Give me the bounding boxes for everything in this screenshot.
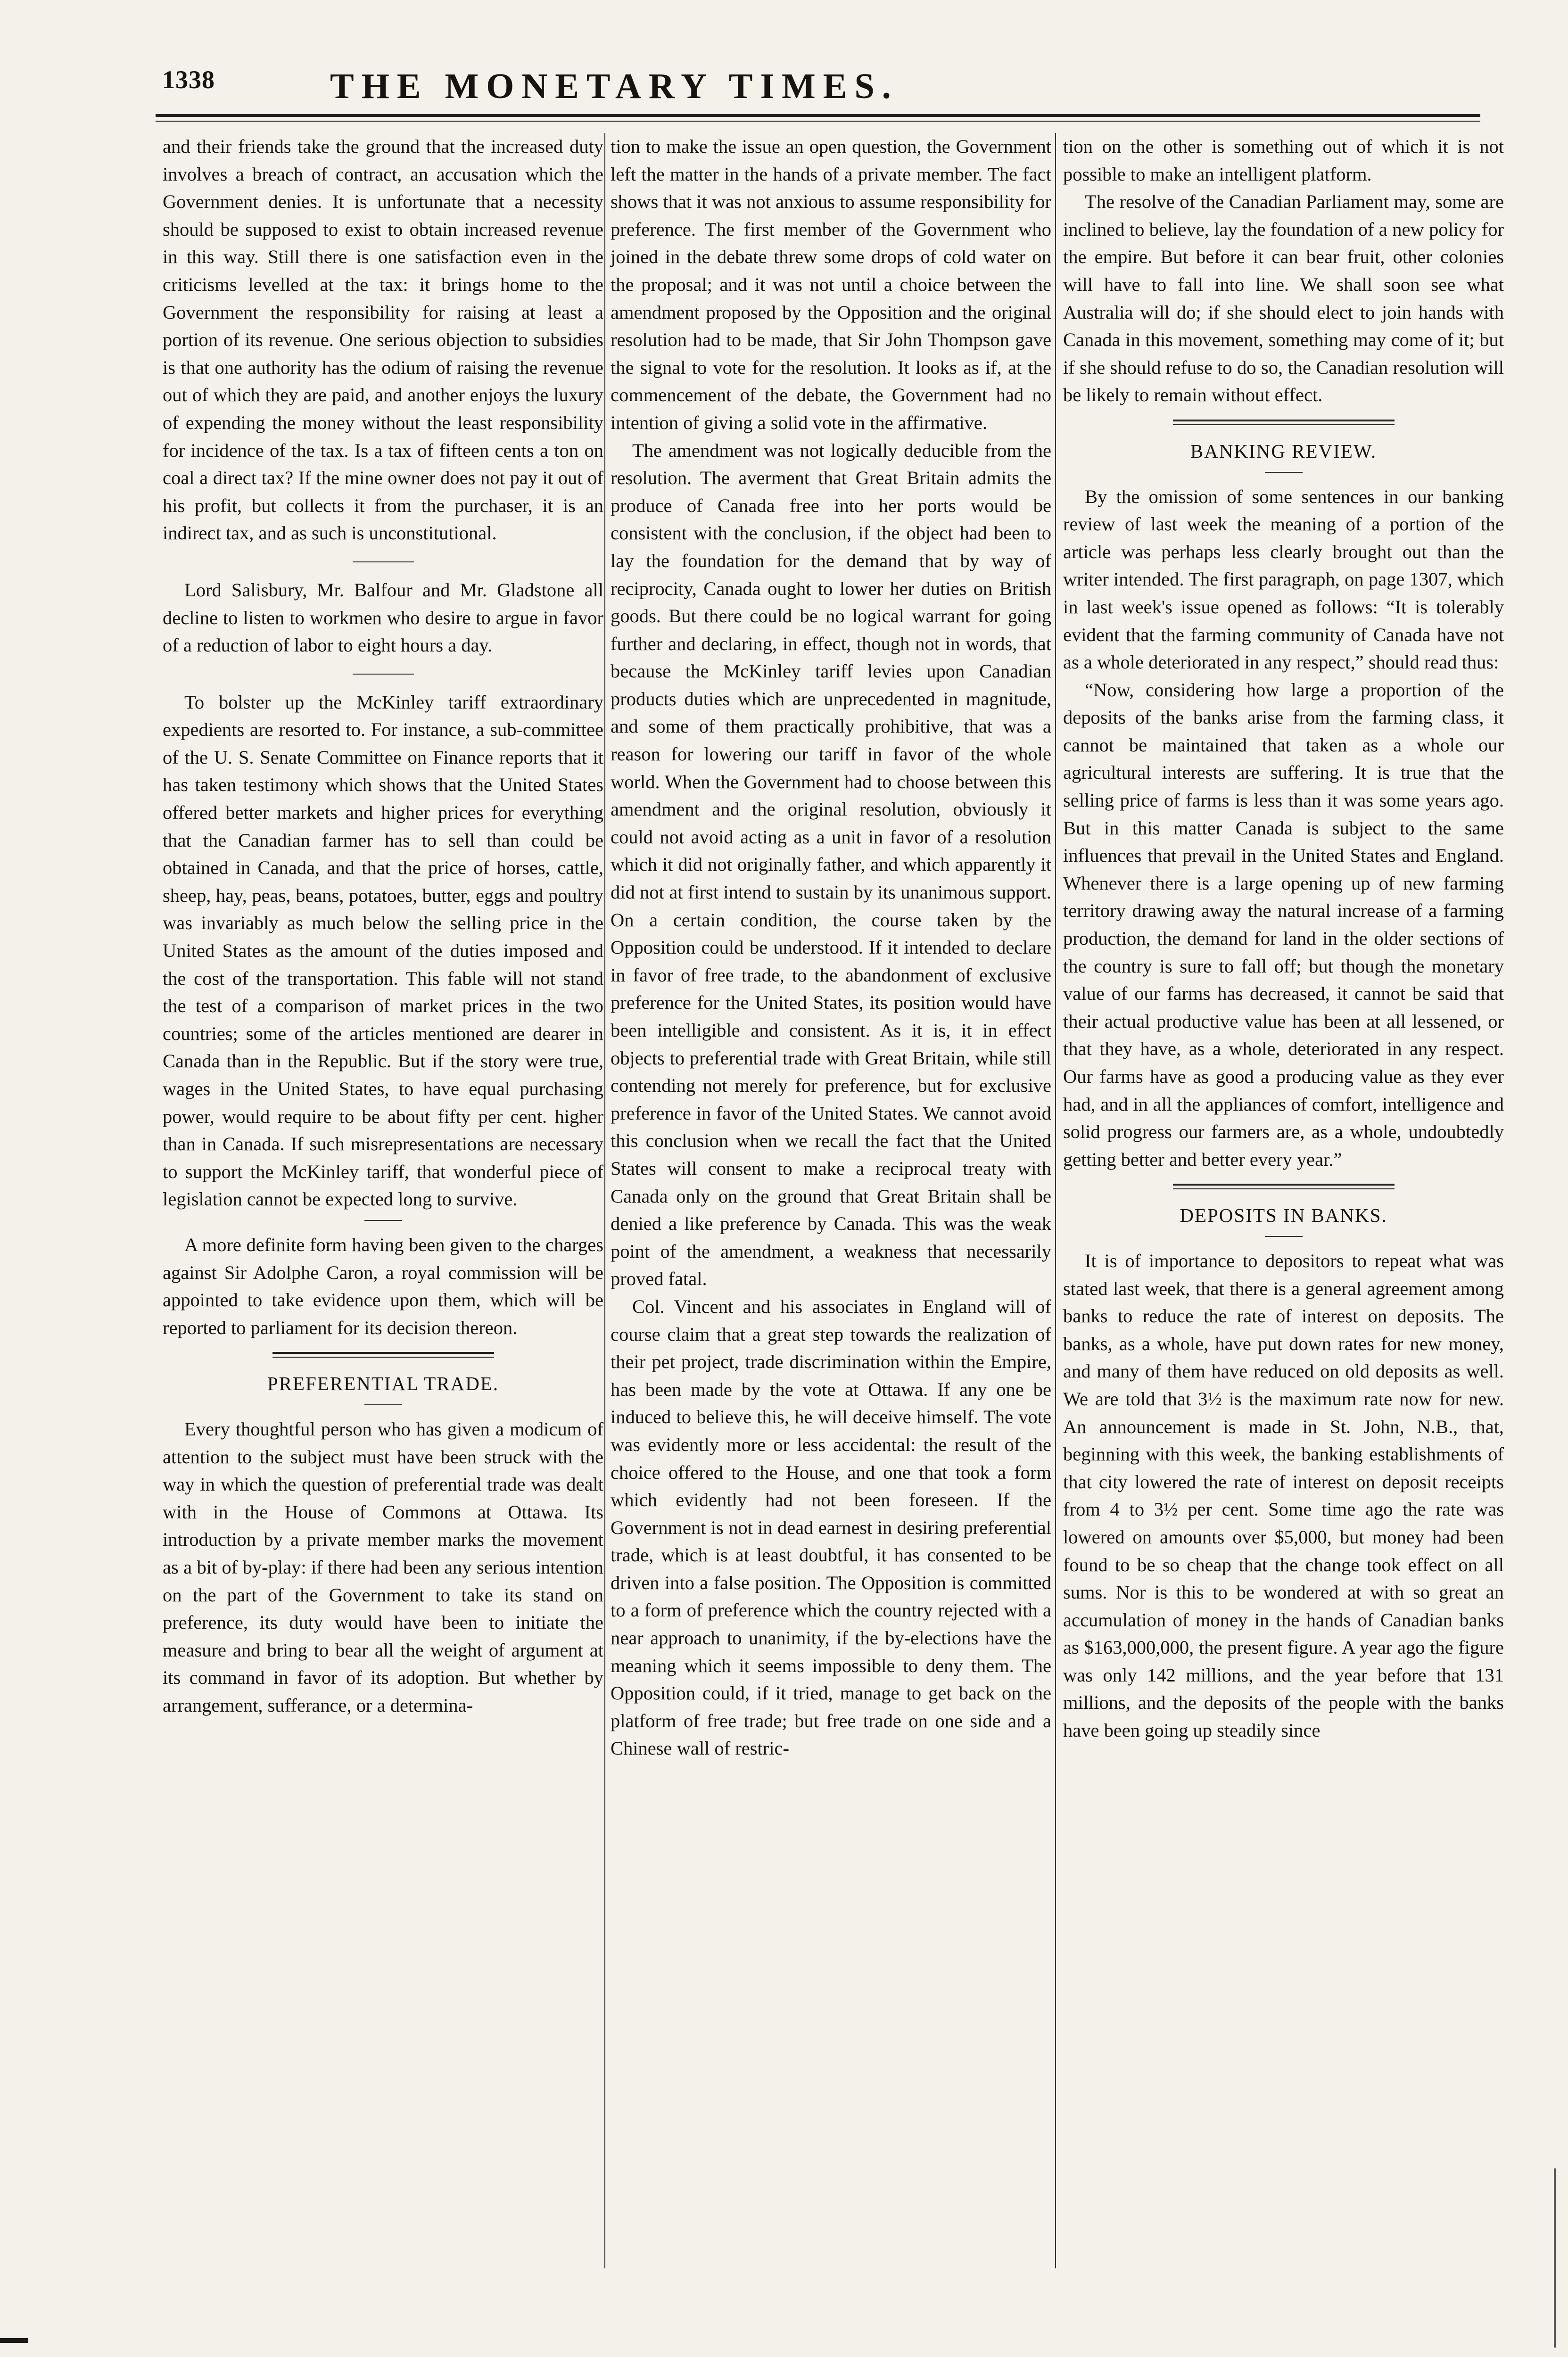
article-paragraph: The resolve of the Canadian Parliament may, some are inclined to believe, lay the foundation of a new policy for the empire. But before it can bear fruit, other colonies will have to fall into line. We shall soon see what Australia will do; if she should elect to join hands with Canada in this movement, something may come of it; but if she should refuse to do so, the Canadian resolution will be likely to remain without effect. [1063,191,1504,406]
column-3 [1063,133,1504,1745]
column-divider-2 [1055,133,1056,2268]
heading-double-rule [272,1352,494,1358]
page-number: 1338 [162,66,215,94]
section-rule [353,561,414,562]
column-1 [163,133,603,1719]
section-heading-banking-review: BANKING REVIEW. [1190,440,1377,462]
section-rule [353,674,414,675]
article-paragraph: A more definite form having been given to the charges against Sir Adolphe Caron, a royal commission will be appointed to take evidence upon them, which will be reported to parliament for its decision thereon. [163,1234,603,1338]
scan-edge-mark [1554,2168,1556,2348]
article-paragraph: Lord Salisbury, Mr. Balfour and Mr. Gladstone all decline to listen to workmen who desire to argue in favor of a reduction of labor to eight hours a day. [163,579,603,656]
article-paragraph: To bolster up the McKinley tariff extraordinary expedients are resorted to. For instance, a sub-committee of the U. S. Senate Committee on Finance reports that it has taken testimony which shows that the United States offered better markets and higher prices for everything that the Canadian farmer has to sell than could be obtained in Canada, and that the price of horses, cattle, sheep, hay, peas, beans, potatoes, butter, eggs and poultry was invariably as much below the selling price in the United States as the amount of the duties imposed and the cost of the transportation. This fable will not stand the test of a comparison of market prices in the two countries; some of the articles mentioned are dearer in Canada than in the Republic. But if the story were true, wages in the United States, to have equal purchasing power, would require to be about fifty per cent. higher than in Canada. If such misrepresentations are necessary to support the McKinley tariff, that wonderful piece of legislation cannot be expected long to survive. [163,691,603,1210]
header-rule-thick [156,114,1480,117]
section-heading-preferential-trade: PREFERENTIAL TRADE. [267,1373,499,1395]
article-paragraph: Every thoughtful person who has given a modicum of attention to the subject must have been struck with the way in which the question of preferential trade was dealt with in the House of Commons at Ottawa. Its introduction by a private member marks the movement as a bit of by-play: if there had been any serious intention on the part of the Government to take its stand on preference, its duty would have been to initiate the measure and bring to bear all the weight of argument at its command in favor of its adoption. But whether by arrangement, sufferance, or a determina- [163,1418,603,1716]
article-paragraph: Col. Vincent and his associates in England will of course claim that a great step towards the realization of their pet project, trade discrimination within the Empire, has been made by the vote at Ottawa. If any one be induced to believe this, he will deceive himself. The vote was evidently more or less accidental: the result of the choice offered to the House, and one that took a form which evidently had not been foreseen. If the Government is not in dead earnest in desiring preferential trade, which is at least doubtful, it has consented to be driven into a false position. The Opposition is committed to a form of preference which the country rejected with a near approach to unanimity, if the by-elections have the meaning which it seems impossible to deny them. The Opposition could, if it tried, manage to get back on the platform of free trade; but free trade on one side and a Chinese wall of restric- [611,1295,1051,1759]
article-paragraph: The amendment was not logically deducible from the resolution. The averment that Great Britain admits the produce of Canada free into her ports would be consistent with the conclusion, if the object had been to lay the foundation for the demand that by way of reciprocity, Canada ought to lower her duties on British goods. But there could be no logical warrant for going further and declaring, in effect, though not in words, that because the McKinley tariff levies upon Canadian products duties which are unprecedented in magnitude, and some of them practically prohibitive, that was a reason for lowering our tariff in favor of the whole world. When the Government had to choose between this amendment and the original resolution, obviously it could not avoid acting as a unit in favor of a resolution which it did not originally father, and which apparently it did not at first intend to sustain by its unanimous support. On a certain condition, the course taken by the Opposition could be understood. If it intended to declare in favor of free trade, to the abandonment of exclusive preference for the United States, its position would have been intelligible and consistent. As it is, it in effect objects to preferential trade with Great Britain, while still contending not merely for preference, but for exclusive preference in favor of the United States. We cannot avoid this conclusion when we recall the fact that the United States will consent to make a reciprocal treaty with Canada only on the ground that Great Britain shall be denied a like preference by Canada. This was the weak point of the amendment, a weakness that necessarily proved fatal. [611,439,1051,1290]
article-paragraph: tion on the other is something out of which it is not possible to make an intelligent platform. [1063,136,1504,185]
article-paragraph: It is of importance to depositors to repeat what was stated last week, that there is a general agreement among banks to reduce the rate of interest on deposits. The banks, as a whole, have put down rates for new money, and many of them have reduced on old deposits as well. We are told that 3½ is the maximum rate now for new. An announcement is made in St. John, N.B., that, beginning with this week, the banking establishments of that city lowered the rate of interest on deposit receipts from 4 to 3½ per cent. Some time ago the rate was lowered on amounts over $5,000, but money had been found to be so cheap that the change took effect on all sums. Nor is this to be wondered at with so great an accumulation of money in the hands of Canadian banks as $163,000,000, the present figure. A year ago the figure was only 142 millions, and the year before that 131 millions, and the deposits of the people with the banks have been going up steadily since [1063,1250,1504,1741]
section-heading-deposits-in-banks: DEPOSITS IN BANKS. [1180,1204,1387,1227]
article-paragraph: By the omission of some sentences in our banking review of last week the meaning of a portion of the article was perhaps less clearly brought out than the writer intended. The first paragraph, on page 1307, which in last week's issue opened as follows: “It is tolerably evident that the farming community of Canada have not as a whole deteriorated in any respect,” should read thus: [1063,486,1504,673]
heading-double-rule [1173,420,1395,425]
article-quote: “Now, considering how large a proportion of the deposits of the banks arise from the farming class, it cannot be maintained that taken as a whole our agricultural interests are suffering. It is true that the selling price of farms is less than it was some years ago. But in this matter Canada is subject to the same influences that prevail in the United States and England. Whenever there is a large opening up of new farming territory drawing away the natural increase of a farming production, the demand for land in the older sections of the country is sure to fall off; but though the monetary value of our farms has decreased, it cannot be said that their actual productive value has been at all lessened, or that they have, as a whole, deteriorated in any respect. Our farms have as good a producing value as they ever had, and in all the appliances of comfort, intelligence and solid progress our farmers are, as a whole, undoubtedly getting better and better every year.” [1063,679,1504,1170]
header-rule-thin [156,121,1480,122]
article-paragraph: tion to make the issue an open question, the Government left the matter in the hands of a private member. The fact shows that it was not anxious to assume responsibility for preference. The first member of the Government who joined in the debate threw some drops of cold water on the proposal; and it was not until a choice between the amendment proposed by the Opposition and the original resolution had to be made, that Sir John Thompson gave the signal to vote for the resolution. It looks as if, at the commencement of the debate, the Government had no intention of giving a solid vote in the affirmative. [611,136,1051,433]
heading-rule [1265,472,1303,473]
heading-rule [1265,1236,1303,1237]
scan-margin-mark [0,2338,28,2343]
article-paragraph: and their friends take the ground that the increased duty involves a breach of contract, an accusation which the Government denies. It is unfortunate that a necessity should be supposed to exist to obtain increased revenue in this way. Still there is one satisfaction even in the criticisms levelled at the tax: it brings home to the Government the responsibility for raising at least a portion of its revenue. One serious objection to subsidies is that one authority has the odium of raising the revenue out of which they are paid, and another enjoys the luxury of expending the money without the least responsibility for incidence of the tax. Is a tax of fifteen cents a ton on coal a direct tax? If the mine owner does not pay it out of his profit, but collects it from the purchaser, it is an indirect tax, and as such is unconstitutional. [163,136,603,544]
section-rule [364,1220,402,1221]
heading-rule [364,1404,402,1405]
masthead-title: THE MONETARY TIMES. [330,66,899,106]
heading-double-rule [1173,1184,1395,1189]
column-2 [611,133,1051,1763]
column-divider-1 [604,133,605,2268]
